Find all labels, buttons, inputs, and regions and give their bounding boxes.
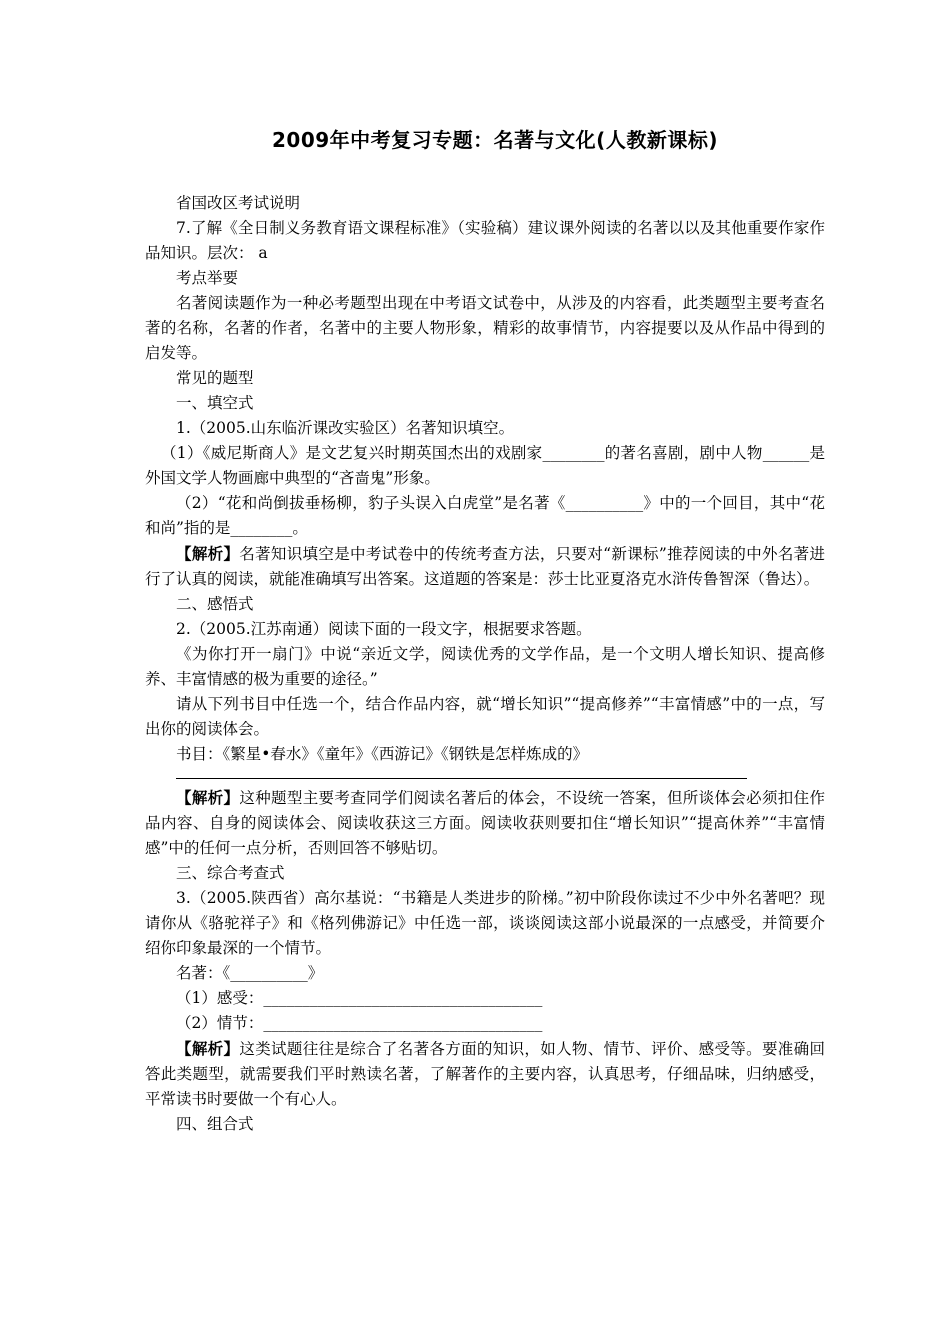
analysis-tag: 【解析】 xyxy=(176,1039,240,1058)
document-title: 2009年中考复习专题：名著与文化(人教新课标) xyxy=(272,128,718,152)
type1-heading: 一、填空式 xyxy=(176,394,254,412)
q3-analysis xyxy=(145,1036,825,1112)
exam-note: 7.了解《全日制义务教育语文课程标准》（实验稿）建议课外阅读的名著以以及其他重要作家作品知识。层次： a xyxy=(145,219,825,262)
q2-task: 请从下列书目中任选一个，结合作品内容，就“增长知识”“提高修养”“丰富情感”中的一点，写出你的阅读体会。 xyxy=(145,695,825,738)
q1-analysis-text: 名著知识填空是中考试卷中的传统考查方法，只要对“新课标”推荐阅读的中外名著进行了认真的阅读，就能准确填写出答案。这道题的答案是：莎士比亚夏洛克水浒传鲁智深（鲁达）。 xyxy=(145,545,825,588)
q2-books: 书目：《繁星•春水》《童年》《西游记》《钢铁是怎样炼成的》 xyxy=(176,745,589,763)
q2-analysis-text: 这种题型主要考查同学们阅读名著后的体会，不设统一答案，但所谈体会必须扣住作品内容、自身的阅读体会、阅读收获这三方面。阅读收获则要扣住“增长知识”“提高休养”“丰富情感”中的任何一点分析，否则回答不够贴切。 xyxy=(145,789,825,857)
analysis-tag: 【解析】 xyxy=(176,544,240,563)
q3-analysis-text: 这类试题往往是综合了名著各方面的知识，如人物、情节、评价、感受等。要准确回答此类题型，就需要我们平时熟读名著，了解著作的主要内容，认真思考，仔细品味，归纳感受，平常读书时要做一个有心人。 xyxy=(145,1040,825,1108)
common-types-heading: 常见的题型 xyxy=(176,369,254,387)
document-body xyxy=(145,191,825,1137)
q2-analysis xyxy=(145,785,825,861)
type3-heading: 三、综合考查式 xyxy=(176,864,285,882)
q3-feel: （1）感受：____________________________________ xyxy=(176,989,543,1007)
q3-plot: （2）情节：____________________________________ xyxy=(176,1014,543,1032)
q2-quote: 《为你打开一扇门》中说“亲近文学，阅读优秀的文学作品，是一个文明人增长知识、提高修养、丰富情感的极为重要的途径。” xyxy=(145,645,825,688)
q3-name: 名著：《__________》 xyxy=(176,964,324,982)
q3-stem: 3.（2005.陕西省）高尔基说：“书籍是人类进步的阶梯。”初中阶段你读过不少中外名著吧？现请你从《骆驼祥子》和《格列佛游记》中任选一部，谈谈阅读这部小说最深的一点感受，并简要介绍你印象最深的一个情节。 xyxy=(145,889,825,957)
type4-heading: 四、组合式 xyxy=(176,1115,254,1133)
exam-note-heading: 省国改区考试说明 xyxy=(176,194,301,212)
q1-analysis xyxy=(145,541,825,592)
analysis-tag: 【解析】 xyxy=(176,788,240,807)
q1-part1: （1）《威尼斯商人》是文艺复兴时期英国杰出的戏剧家________的著名喜剧，剧中人物______是外国文学人物画廊中典型的“吝啬鬼”形象。 xyxy=(145,444,825,487)
type2-heading: 二、感悟式 xyxy=(176,595,254,613)
q1-part2: （2）“花和尚倒拔垂杨柳，豹子头误入白虎堂”是名著《__________》中的一个回目，其中“花和尚”指的是________。 xyxy=(145,494,825,537)
key-points-heading: 考点举要 xyxy=(176,269,239,287)
answer-line xyxy=(176,778,747,779)
q2-stem: 2.（2005.江苏南通）阅读下面的一段文字，根据要求答题。 xyxy=(176,620,592,638)
key-points: 名著阅读题作为一种必考题型出现在中考语文试卷中，从涉及的内容看，此类题型主要考查名著的名称，名著的作者，名著中的主要人物形象，精彩的故事情节，内容提要以及从作品中得到的启发等。 xyxy=(145,294,825,362)
q1-stem: 1.（2005.山东临沂课改实验区）名著知识填空。 xyxy=(176,419,515,437)
